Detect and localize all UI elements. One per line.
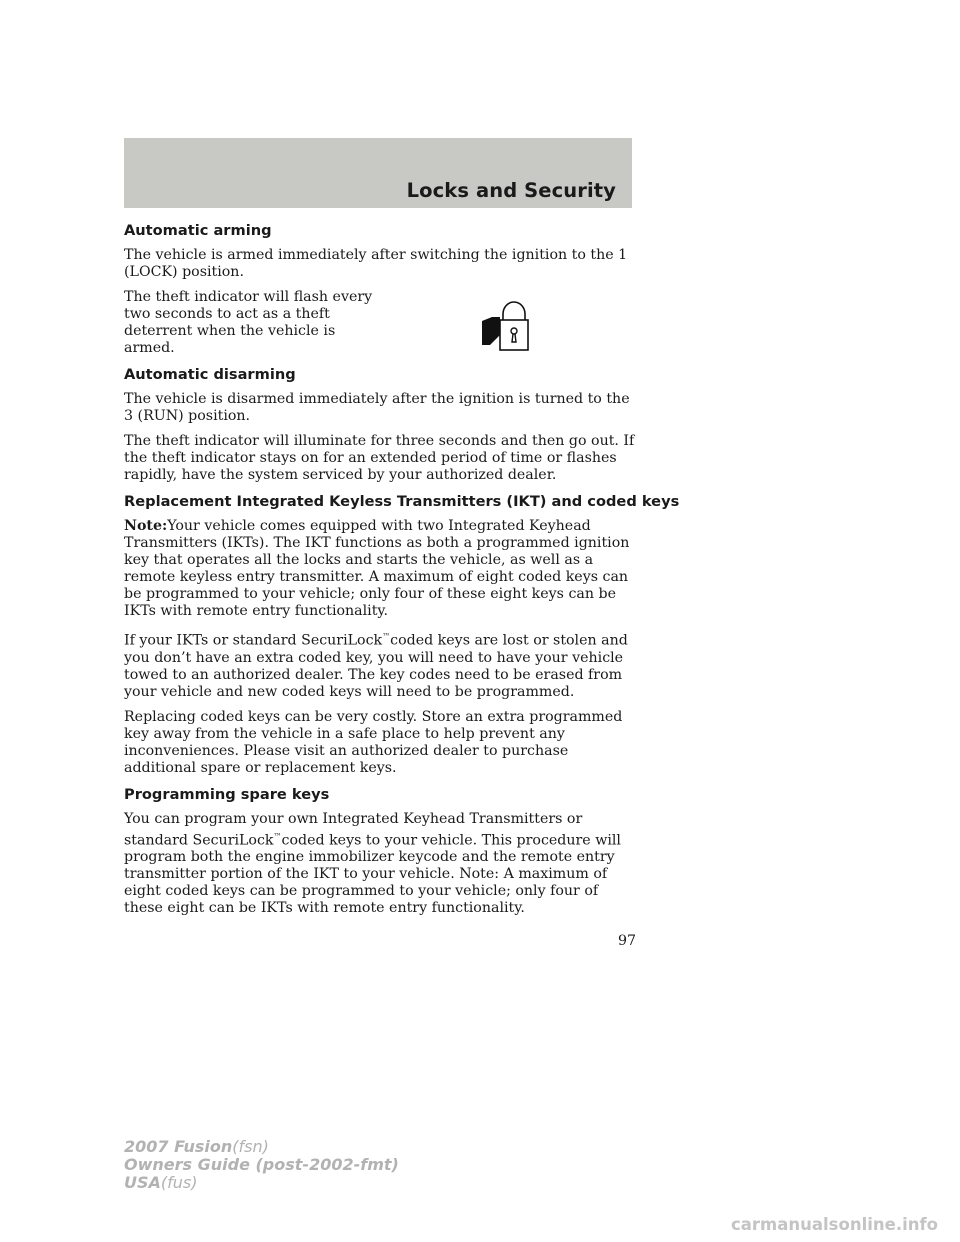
footer-model: 2007 Fusion xyxy=(124,1137,233,1156)
replacement-2-after: coded keys are lost or stolen and you don’t have an extra coded key, you will need to have your vehicle towed to an authorized dealer. The key codes need to be erased from your vehicle and new coded keys will need to be programmed. xyxy=(124,632,628,700)
paragraph-replacement-2 xyxy=(124,628,636,701)
paragraph-replacement-note xyxy=(124,518,636,620)
programming-1-before: You can program your own Integrated Keyhead Transmitters or standard SecuriLock xyxy=(124,810,583,849)
replacement-2-before: If your IKTs or standard SecuriLock xyxy=(124,632,383,649)
footer-line-market xyxy=(124,1174,399,1192)
heading-automatic-disarming: Automatic disarming xyxy=(124,366,296,383)
trademark-symbol: ™ xyxy=(273,831,282,841)
footer-model-code: (fsn) xyxy=(232,1137,269,1156)
page-number: 97 xyxy=(617,933,636,949)
footer-market: USA xyxy=(124,1173,161,1192)
note-label: Note: xyxy=(124,518,168,534)
heading-automatic-arming: Automatic arming xyxy=(124,222,272,239)
paragraph-disarming-1: The vehicle is disarmed immediately after the ignition is turned to the 3 (RUN) position. xyxy=(124,391,630,424)
theft-indicator-lock-icon xyxy=(480,295,538,353)
paragraph-disarming-2: The theft indicator will illuminate for three seconds and then go out. If the theft indicator stays on for an extended period of time or flashes rapidly, have the system serviced by your authorized dealer. xyxy=(124,433,635,483)
page-content xyxy=(124,221,680,925)
paragraph-replacement-3: Replacing coded keys can be very costly. Store an extra programmed key away from the vehicle in a safe place to help prevent any inconveniences. Please visit an authorized dealer to purchase additional spare or replacement keys. xyxy=(124,708,623,776)
watermark: carmanualsonline.info xyxy=(731,1215,938,1234)
heading-programming-spare-keys: Programming spare keys xyxy=(124,785,330,803)
footer-guide: Owners Guide (post-2002-fmt) xyxy=(124,1155,399,1174)
heading-replacement-ikt: Replacement Integrated Keyless Transmitters (IKT) and coded keys xyxy=(124,493,680,510)
trademark-symbol: ™ xyxy=(382,632,391,641)
section-title: Locks and Security xyxy=(406,179,616,202)
arming-indicator-block xyxy=(124,289,636,365)
document-footer xyxy=(124,1138,399,1192)
footer-market-code: (fus) xyxy=(160,1173,198,1192)
footer-line-model xyxy=(124,1138,399,1156)
paragraph-programming-1 xyxy=(124,811,636,918)
paragraph-arming-2: The theft indicator will flash every two seconds to act as a theft deterrent when the vehicle is armed. xyxy=(124,289,373,356)
paragraph-arming-1: The vehicle is armed immediately after switching the ignition to the 1 (LOCK) position. xyxy=(124,247,628,280)
note-text: Your vehicle comes equipped with two Integrated Keyhead Transmitters (IKTs). The IKT functions as both a programmed ignition key that operates all the locks and starts the vehicle, as well as a remote keyless entry transmitter. A maximum of eight coded keys can be programmed to your vehicle; only four of these eight keys can be IKTs with remote entry functionality. xyxy=(124,518,630,619)
programming-1-after: coded keys to your vehicle. This procedure will program both the engine immobilizer keycode and the remote entry transmitter portion of the IKT to your vehicle. Note: A maximum of eight coded keys can be programmed to your vehicle; only four of these eight can be IKTs with remote entry functionality. xyxy=(124,832,621,917)
section-header-band xyxy=(124,138,632,208)
